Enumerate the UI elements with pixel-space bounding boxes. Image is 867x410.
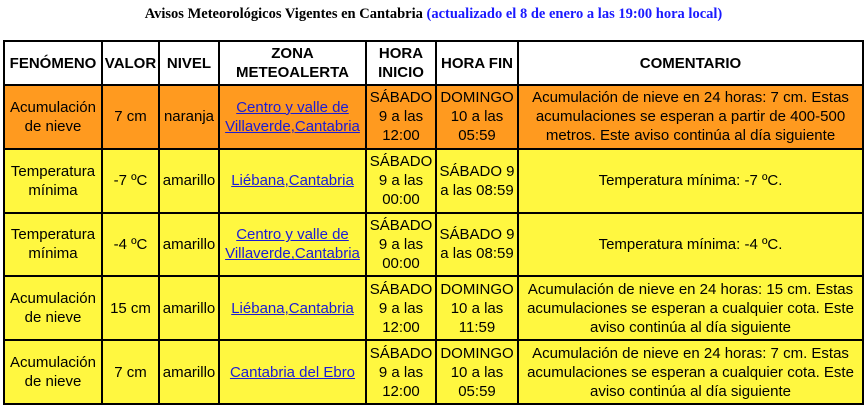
cell-fenomeno: Temperatura mínima	[4, 213, 102, 277]
cell-zona	[219, 85, 366, 149]
cell-valor: -7 ºC	[102, 149, 159, 213]
cell-zona	[219, 213, 366, 277]
cell-comentario: Temperatura mínima: -7 ºC.	[518, 149, 863, 213]
cell-valor: 7 cm	[102, 340, 159, 404]
cell-zona	[219, 340, 366, 404]
header-zona: ZONA METEOALERTA	[219, 41, 366, 85]
cell-fenomeno: Acumulación de nieve	[4, 276, 102, 340]
header-hora-inicio: HORA INICIO	[366, 41, 436, 85]
cell-hora-fin: SÁBADO 9 a las 08:59	[436, 213, 518, 277]
cell-nivel: amarillo	[159, 340, 219, 404]
cell-zona	[219, 276, 366, 340]
header-valor: VALOR	[102, 41, 159, 85]
cell-comentario: Temperatura mínima: -4 ºC.	[518, 213, 863, 277]
title-main: Avisos Meteorológicos Vigentes en Cantabria	[144, 6, 423, 22]
cell-hora-inicio: SÁBADO 9 a las 00:00	[366, 213, 436, 277]
cell-comentario: Acumulación de nieve en 24 horas: 7 cm. Estas acumulaciones se esperan a cualquier cota. Este aviso continúa al día siguiente	[518, 340, 863, 404]
cell-comentario: Acumulación de nieve en 24 horas: 15 cm. Estas acumulaciones se esperan a cualquier cota. Este aviso continúa al día siguiente	[518, 276, 863, 340]
cell-nivel: amarillo	[159, 149, 219, 213]
cell-valor: 15 cm	[102, 276, 159, 340]
cell-hora-inicio: SÁBADO 9 a las 12:00	[366, 85, 436, 149]
cell-nivel: amarillo	[159, 276, 219, 340]
cell-fenomeno: Temperatura mínima	[4, 149, 102, 213]
zona-link[interactable]: Liébana,Cantabria	[231, 172, 354, 190]
cell-hora-inicio: SÁBADO 9 a las 00:00	[366, 149, 436, 213]
cell-hora-inicio: SÁBADO 9 a las 12:00	[366, 276, 436, 340]
table-row	[4, 276, 863, 340]
cell-hora-fin: DOMINGO 10 a las 05:59	[436, 340, 518, 404]
cell-valor: 7 cm	[102, 85, 159, 149]
cell-hora-fin: SÁBADO 9 a las 08:59	[436, 149, 518, 213]
cell-hora-fin: DOMINGO 10 a las 11:59	[436, 276, 518, 340]
cell-fenomeno: Acumulación de nieve	[4, 85, 102, 149]
table-row	[4, 85, 863, 149]
page-title	[0, 6, 867, 23]
zona-link[interactable]: Cantabria del Ebro	[229, 363, 356, 381]
header-nivel: NIVEL	[159, 41, 219, 85]
cell-fenomeno: Acumulación de nieve	[4, 340, 102, 404]
table-row	[4, 149, 863, 213]
zona-link[interactable]: Centro y valle de Villaverde,Cantabria	[225, 98, 360, 135]
cell-hora-inicio: SÁBADO 9 a las 12:00	[366, 340, 436, 404]
cell-zona	[219, 149, 366, 213]
cell-hora-fin: DOMINGO 10 a las 05:59	[436, 85, 518, 149]
zona-link[interactable]: Liébana,Cantabria	[231, 299, 354, 317]
zona-link[interactable]: Centro y valle de Villaverde,Cantabria	[225, 226, 360, 263]
table-row	[4, 213, 863, 277]
warnings-table	[3, 40, 864, 405]
title-updated: (actualizado el 8 de enero a las 19:00 hora local)	[426, 6, 723, 22]
table-row	[4, 340, 863, 404]
header-comentario: COMENTARIO	[518, 41, 863, 85]
cell-nivel: naranja	[159, 85, 219, 149]
table-header-row	[4, 41, 863, 85]
cell-nivel: amarillo	[159, 213, 219, 277]
cell-valor: -4 ºC	[102, 213, 159, 277]
header-fenomeno: FENÓMENO	[4, 41, 102, 85]
header-hora-fin: HORA FIN	[436, 41, 518, 85]
cell-comentario: Acumulación de nieve en 24 horas: 7 cm. Estas acumulaciones se esperan a partir de 400-500 metros. Este aviso continúa al día siguiente	[518, 85, 863, 149]
